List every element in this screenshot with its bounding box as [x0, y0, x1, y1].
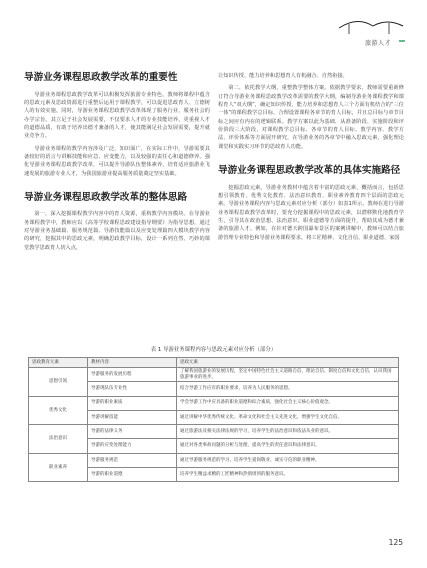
table-cell-content: 导游现队伍专业性: [88, 382, 177, 396]
paragraph: 导游业务课程思政教学改革可以积极发挥旅游专业特色，教师将课程中蕴含的思政元素及思政资源进行重整后运用于课程教学，可以促进思政育人、立德树人的有效实施。同时，导游业务课程思政教学改革体现了服务行业、服务社会的办学宗旨，其立足于社会发展需要，不仅要求人才的专业技能培养，更重视人才的道德品质，有助于培养出德才兼备的人才，使其能满足社会发展需要，提升就业竞争力。: [24, 91, 210, 140]
table-row: [29, 453, 399, 467]
page-header: [329, 14, 413, 54]
table-cell-content: 导游服务规范: [88, 453, 177, 467]
table-cell-content: 导游的职业素质: [88, 396, 177, 410]
section-heading-2: 导游业务课程思政教学改革的整体思路: [24, 191, 188, 203]
table-header-cell: 思政元素: [177, 358, 399, 368]
table-cell-element: 培养学生精益求精的工匠精神和热情周到的服务意识。: [177, 468, 399, 482]
page-number: 125: [388, 538, 403, 547]
table-header-row: [29, 358, 399, 368]
right-column: [218, 72, 404, 246]
table-cell-category: 职业素养: [29, 453, 88, 482]
table-cell-element: 通过对各类事故问题的分析与处理，提高学生的责任意识和法律意识。: [177, 439, 399, 453]
table-cell-element: 学会导游工作中应具备的职业道德和综合素质，强化社会主义核心价值观念。: [177, 396, 399, 410]
table-cell-element: 结合导游工作应有的职业要求，培养为人民服务的思想。: [177, 382, 399, 396]
table-row: [29, 396, 399, 410]
table-cell-content: 导游的职业道德: [88, 468, 177, 482]
left-column: [24, 72, 210, 256]
section-heading-1: 导游业务课程思政教学改革的重要性: [24, 72, 178, 83]
paragraph: 让知识传授、能力培养和思想育人有机融合、自然衔接。: [218, 73, 348, 79]
table-cell-element: 通过导游服务规范的学习，培养学生爱岗敬业、诚实守信的职业精神。: [177, 453, 399, 467]
paragraph: 第一，深入挖掘课程教学内容中的育人资源，重构教学内容模块。在导游业务课程教学中，教师应以《高等学校课程思政建设指导纲要》为指导思想，通过对导游业务基础篇、服务规范篇、导游技能篇以及应变处理篇四大模块教学内容的研究，挖掘其中的思政元素，明确思政教学目标，设计一系列自然、巧妙的课堂教学思政育人切入点，: [24, 211, 210, 251]
table-cell-category: 法治意识: [29, 425, 88, 454]
table-cell-element: 通过讲解中华优秀传统文化、革命文化和社会主义先进文化，增强学生文化自信。: [177, 410, 399, 424]
table-header-cell: 思政教育元素: [29, 358, 88, 368]
header-roof-icon: [329, 14, 413, 54]
paragraph: 挖掘思政元素。导游业务教材中蕴含着丰富的思政元素，概括而言，包括思想引领教育、优秀文化教育、法治意识教育、职业素养教育四个层面的思政元素。导游业务课程内容与思政元素对应分析（部分）如表1所示。教师在进行导游业务课程思政教学改革时，要充分挖掘课程中的思政元素，以潜移默化地教育学生，引导其在政治思想、法治意识、职业道德等方面的提升，帮助其成为德才兼备的旅游人才。例如，在针对德天跨国瀑布景区的案例讲解中，教师可以结合旅游管理专业特色和导游业务课程要求，将工匠精神、文化自信、职业道德、家国: [218, 184, 404, 241]
table-cell-category: 优秀文化: [29, 396, 88, 425]
table-cell-content: 导游的应变处理能力: [88, 439, 177, 453]
table-row: [29, 425, 399, 439]
table-cell-content: 导游服务的发展历程: [88, 368, 177, 382]
table-cell-element: 通过旅游法及相关法律法规的学习，培养学生的法治意识和依法从业的意识。: [177, 425, 399, 439]
section-heading-3: 导游业务课程思政教学改革的具体实施路径: [218, 165, 401, 177]
table-cell-content: 导游讲解技能: [88, 410, 177, 424]
table-caption: 表 1 导游业务课程内容与思政元素对应分析（部分）: [150, 347, 277, 353]
paragraph: 第二，依托教学大纲，重整教学整体方案。依据教学要求，教师需要重新修订符合导游业务课程思政教学改革需要的教学大纲，编制导游业务课程教学和课程育人“双大纲”，确定知识传授、能力培养和思想育人三个方面有机结合的“三位一体”的课程教学总目标，合理设置课程各章节的育人目标，并且总目标与章节目标之间应有内在的逻辑联系。教学方案以此为基础，从准备阶段、实施阶段和评价阶段三大阶段，对课程教学总目标、各章节的育人目标、教学内容、教学方法、评价体系等方面展开研究，在导游业务的各章节中融入思政元素，强化理论课堂和实践实习环节的思政育人功能。: [218, 85, 404, 150]
content-table: [28, 357, 399, 482]
table-cell-category: 思想引领: [29, 368, 88, 397]
paragraph: 导游业务课程的教学内容涉及广泛，知识面广，在实际工作中，导游需要具备较好的语言与讲解技能和应急、应变能力，以及较强的责任心和道德修养。强化导游业务课程思政教学改革，可以提升导游队伍整体素养，培育适应旅游业飞速发展的旅游专业人才，为我国旅游业提高服务质量奠定坚实基础。: [24, 145, 210, 177]
header-brand: 旅游人才: [364, 40, 391, 47]
table-header-cell: 教材内容: [88, 358, 177, 368]
table-cell-content: 导游的法律义务: [88, 425, 177, 439]
table-row: [29, 368, 399, 382]
table-cell-element: 了解我国旅游业的发展历程，坚定中国特色社会主义道路自信、理论自信、制度自信和文化自信，认识我国旅游事业的进步。: [177, 368, 399, 382]
